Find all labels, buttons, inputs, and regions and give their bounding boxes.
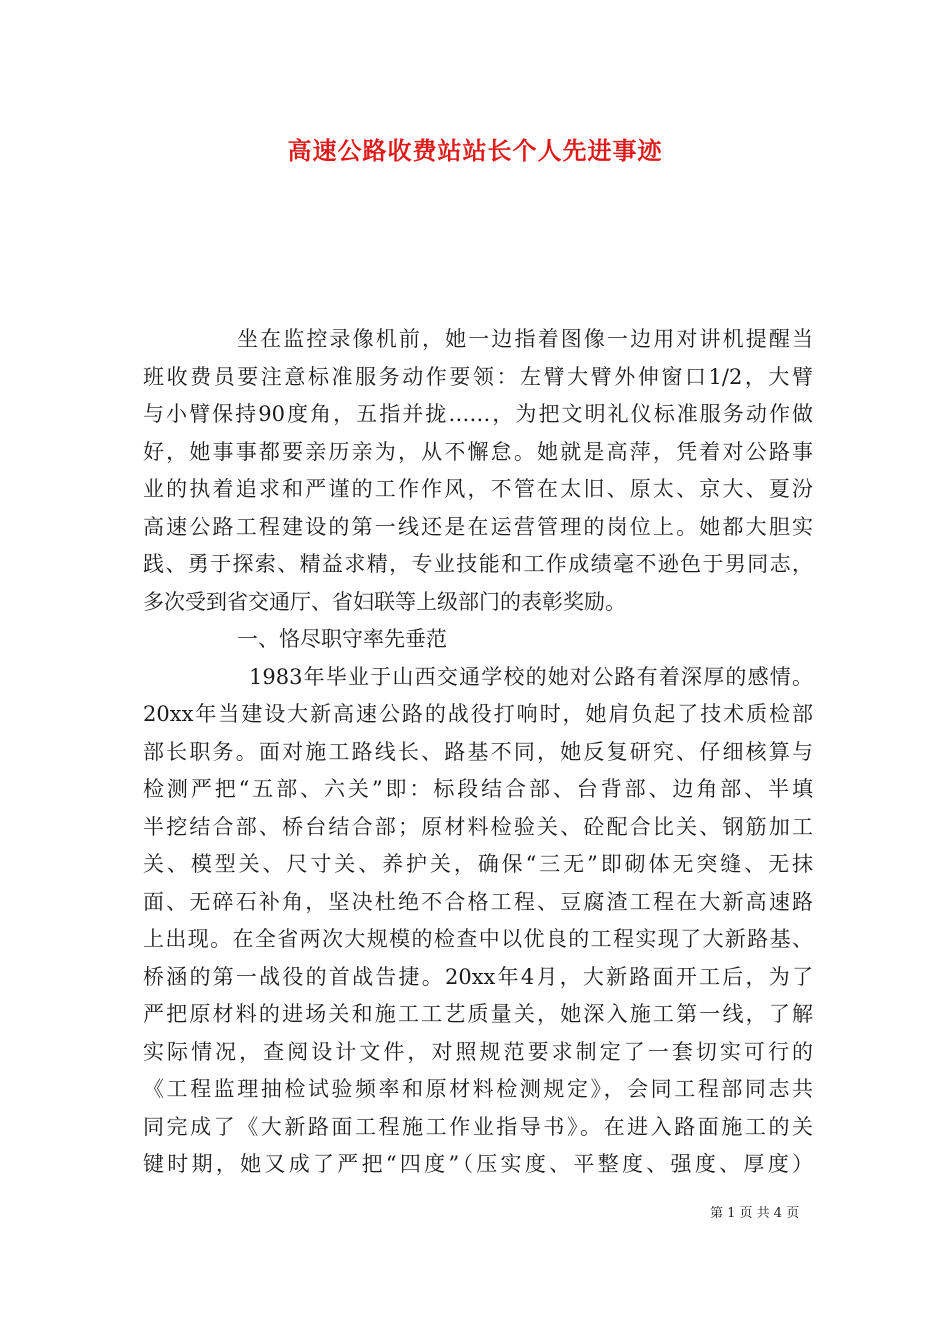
paragraph-1-line: 多次受到省交通厅、省妇联等上级部门的表彰奖励。 (143, 589, 626, 614)
section-heading: 一、恪尽职守率先垂范 (237, 627, 447, 651)
paragraph-1-line: 业的执着追求和严谨的工作作风，不管在太旧、原太、京大、夏汾 (143, 477, 813, 501)
paragraph-2-line: 严把原材料的进场关和施工工艺质量关，她深入施工第一线，了解 (143, 1002, 813, 1026)
paragraph-2-line: 20xx年当建设大新高速公路的战役打响时，她肩负起了技术质检部 (143, 702, 813, 726)
paragraph-2-line: 半挖结合部、桥台结合部；原材料检验关、砼配合比关、钢筋加工 (143, 814, 813, 839)
paragraph-1-line: 坐在监控录像机前，她一边指着图像一边用对讲机提醒当 (237, 327, 813, 351)
paragraph-1-line: 好，她事事都要亲历亲为，从不懈怠。她就是高萍，凭着对公路事 (143, 439, 813, 464)
paragraph-2-line: 《工程监理抽检试验频率和原材料检测规定》，会同工程部同志共 (143, 1077, 813, 1101)
paragraph-1-line: 班收费员要注意标准服务动作要领：左臂大臂外伸窗口1/2，大臂 (143, 364, 813, 389)
paragraph-2-line: 桥涵的第一战役的首战告捷。20xx年4月，大新路面开工后，为了 (143, 964, 813, 989)
paragraph-2-line: 键时期，她又成了严把“四度”（压实度、平整度、强度、厚度） (143, 1152, 813, 1176)
paragraph-1-line: 践、勇于探索、精益求精，专业技能和工作成绩毫不逊色于男同志， (143, 552, 813, 576)
paragraph-1-line: 与小臂保持90度角，五指并拢……，为把文明礼仪标准服务动作做 (143, 402, 813, 426)
paragraph-2-line: 上出现。在全省两次大规模的检查中以优良的工程实现了大新路基、 (143, 927, 813, 951)
document-body (143, 321, 813, 1184)
paragraph-2-line: 关、模型关、尺寸关、养护关，确保“三无”即砌体无突缝、无抹 (143, 852, 813, 876)
paragraph-1-line: 高速公路工程建设的第一线还是在运营管理的岗位上。她都大胆实 (143, 514, 813, 539)
paragraph-2-line: 检测严把“五部、六关”即：标段结合部、台背部、边角部、半填 (143, 777, 813, 801)
paragraph-2-line: 同完成了《大新路面工程施工作业指导书》。在进入路面施工的关 (143, 1114, 813, 1139)
paragraph-2-line: 1983年毕业于山西交通学校的她对公路有着深厚的感情。 (249, 664, 813, 689)
paragraph-2-line: 面、无碎石补角，坚决杜绝不合格工程、豆腐渣工程在大新高速路 (143, 889, 813, 914)
paragraph-2-line: 部长职务。面对施工路线长、路基不同，她反复研究、仔细核算与 (143, 739, 813, 764)
page-number-footer: 第 1 页 共 4 页 (710, 1206, 800, 1221)
document-title: 高速公路收费站站长个人先进事迹 (287, 136, 663, 165)
paragraph-2-line: 实际情况，查阅设计文件，对照规范要求制定了一套切实可行的 (143, 1039, 813, 1064)
